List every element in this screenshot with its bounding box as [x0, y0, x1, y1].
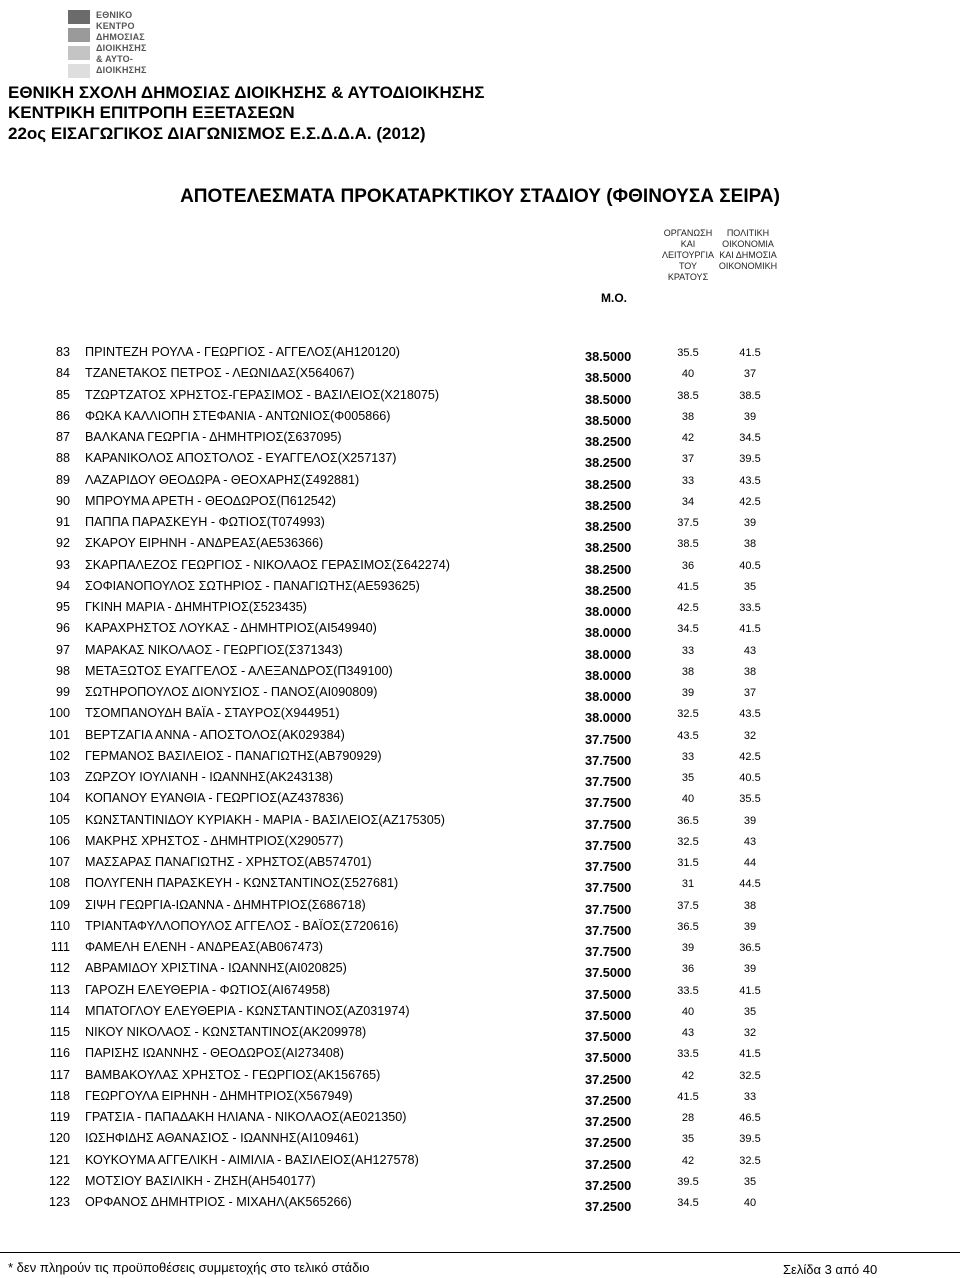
row-number: 86: [55, 408, 70, 423]
score-economics: 40.5: [739, 772, 761, 784]
score-economics: 35: [743, 1005, 757, 1018]
score-organization: 40: [681, 793, 695, 806]
average-score: 37.2500: [585, 1156, 632, 1172]
table-row: [0, 473, 960, 494]
score-economics: 46.5: [739, 1112, 761, 1124]
row-number: 100: [48, 706, 70, 721]
table-row: [0, 621, 960, 642]
score-organization: 35: [681, 1133, 695, 1146]
candidate-name: ΓΡΑΤΣΙΑ - ΠΑΠΑΔΑΚΗ ΗΛΙΑΝΑ - ΝΙΚΟΛΑΟΣ(ΑΕ021350): [85, 1110, 407, 1124]
average-score: 37.2500: [585, 1135, 632, 1151]
row-number: 112: [49, 961, 70, 976]
score-organization: 34: [681, 495, 695, 508]
row-number: 104: [48, 791, 70, 806]
score-economics: 44: [743, 857, 757, 869]
score-organization: 34.5: [677, 623, 699, 636]
table-row: [0, 515, 960, 536]
committee-name: ΚΕΝΤΡΙΚΗ ΕΠΙΤΡΟΠΗ ΕΞΕΤΑΣΕΩΝ: [8, 103, 295, 122]
candidate-name: ΜΠΑΤΟΓΛΟΥ ΕΛΕΥΘΕΡΙΑ - ΚΩΝΣΤΑΝΤΙΝΟΣ(ΑΖ031974): [85, 1003, 410, 1018]
candidate-name: ΣΚΑΡΠΑΛΕΖΟΣ ΓΕΩΡΓΙΟΣ - ΝΙΚΟΛΑΟΣ ΓΕΡΑΣΙΜΟΣ(Σ642274): [85, 557, 450, 572]
column-header-line: ΛΕΙΤΟΥΡΓΙΑ: [661, 250, 715, 260]
table-row: [0, 388, 960, 409]
table-row: [0, 940, 960, 961]
score-organization: 42: [681, 1069, 695, 1082]
average-score: 37.7500: [585, 752, 632, 768]
average-score: 37.7500: [585, 859, 632, 874]
row-number: 99: [55, 685, 70, 699]
table-row: [0, 643, 960, 664]
table-row: [0, 1195, 960, 1216]
table-row: [0, 1110, 960, 1131]
logo-line: ΔΗΜΟΣΙΑΣ: [96, 32, 145, 42]
score-economics: 32.5: [739, 1069, 761, 1082]
row-number: 107: [48, 855, 70, 869]
candidate-name: ΓΕΡΜΑΝΟΣ ΒΑΣΙΛΕΙΟΣ - ΠΑΝΑΓΙΩΤΗΣ(ΑΒ790929): [85, 748, 382, 763]
row-number: 90: [55, 493, 70, 508]
table-row: [0, 706, 960, 727]
score-economics: 32.5: [739, 1154, 761, 1167]
score-economics: 32: [743, 1027, 757, 1039]
score-organization: 35: [681, 772, 695, 784]
score-economics: 40.5: [739, 559, 761, 572]
score-organization: 31: [681, 878, 695, 891]
score-organization: 43: [681, 1027, 695, 1039]
score-organization: 36.5: [677, 814, 699, 827]
average-score: 38.2500: [585, 455, 632, 471]
candidate-name: ΣΙΨΗ ΓΕΩΡΓΙΑ-ΙΩΑΝΝΑ - ΔΗΜΗΤΡΙΟΣ(Σ686718): [85, 897, 366, 912]
average-score: 37.7500: [585, 922, 632, 938]
candidate-name: ΠΟΛΥΓΕΝΗ ΠΑΡΑΣΚΕΥΗ - ΚΩΝΣΤΑΝΤΙΝΟΣ(Σ527681): [85, 876, 399, 891]
score-organization: 43.5: [677, 729, 699, 742]
score-economics: 34.5: [739, 432, 761, 444]
score-organization: 37.5: [677, 899, 699, 912]
candidate-name: ΠΡΙΝΤΕΖΗ ΡΟΥΛΑ - ΓΕΩΡΓΙΟΣ - ΑΓΓΕΛΟΣ(ΑΗ120120): [85, 345, 401, 359]
average-score: 37.7500: [585, 774, 632, 789]
score-organization: 38.5: [677, 538, 699, 551]
score-economics: 39: [743, 517, 757, 529]
table-row: [0, 961, 960, 982]
score-economics: 44.5: [739, 878, 761, 891]
logo-line: & ΑΥΤΟ-: [96, 54, 134, 64]
candidate-name: ΑΒΡΑΜΙΔΟΥ ΧΡΙΣΤΙΝΑ - ΙΩΑΝΝΗΣ(ΑΙ020825): [85, 961, 347, 976]
candidate-name: ΠΑΡΙΣΗΣ ΙΩΑΝΝΗΣ - ΘΕΟΔΩΡΟΣ(ΑΙ273408): [85, 1046, 344, 1061]
row-number: 103: [48, 770, 70, 784]
average-score: 38.2500: [585, 582, 632, 598]
table-row: [0, 813, 960, 834]
score-organization: 41.5: [677, 1090, 699, 1103]
row-number: 91: [55, 515, 70, 529]
candidate-name: ΒΑΜΒΑΚΟΥΛΑΣ ΧΡΗΣΤΟΣ - ΓΕΩΡΓΙΟΣ(ΑΚ156765): [85, 1067, 381, 1082]
table-row: [0, 536, 960, 557]
score-organization: 39.5: [677, 1175, 699, 1188]
score-organization: 39: [681, 687, 695, 699]
average-score: 37.2500: [585, 1199, 632, 1214]
candidate-name: ΒΑΛΚΑΝΑ ΓΕΩΡΓΙΑ - ΔΗΜΗΤΡΙΟΣ(Σ637095): [85, 430, 342, 444]
candidate-name: ΚΟΠΑΝΟΥ ΕΥΑΝΘΙΑ - ΓΕΩΡΓΙΟΣ(ΑΖ437836): [85, 791, 344, 806]
score-economics: 39: [743, 814, 757, 827]
candidate-name: ΚΩΝΣΤΑΝΤΙΝΙΔΟΥ ΚΥΡΙΑΚΗ - ΜΑΡΙΑ - ΒΑΣΙΛΕΙΟΣ(ΑΖ175305): [85, 812, 445, 827]
page-number: Σελίδα 3 από 40: [783, 1262, 878, 1277]
score-organization: 33.5: [677, 984, 699, 997]
score-economics: 39: [743, 920, 757, 933]
score-economics: 42.5: [739, 495, 761, 508]
page-title: ΑΠΟΤΕΛΕΣΜΑΤΑ ΠΡΟΚΑΤΑΡΚΤΙΚΟΥ ΣΤΑΔΙΟΥ (ΦΘΙΝΟΥΣΑ ΣΕΙΡΑ): [180, 186, 780, 207]
row-number: 118: [49, 1088, 70, 1103]
table-row: [0, 558, 960, 579]
row-number: 110: [49, 918, 70, 933]
column-header-line: ΟΙΚΟΝΟΜΙΑ: [722, 239, 774, 249]
candidate-name: ΒΕΡΤΖΑΓΙΑ ΑΝΝΑ - ΑΠΟΣΤΟΛΟΣ(ΑΚ029384): [85, 727, 345, 742]
table-row: [0, 451, 960, 472]
score-organization: 40: [681, 368, 695, 381]
candidate-name: ΚΟΥΚΟΥΜΑ ΑΓΓΕΛΙΚΗ - ΑΙΜΙΛΙΑ - ΒΑΣΙΛΕΙΟΣ(ΑΗ127578): [85, 1152, 419, 1167]
average-score: 38.5000: [585, 391, 632, 407]
row-number: 93: [55, 557, 70, 572]
average-score: 38.2500: [585, 519, 632, 534]
table-row: [0, 728, 960, 749]
score-organization: 42: [681, 1154, 695, 1167]
institution-name: ΕΘΝΙΚΗ ΣΧΟΛΗ ΔΗΜΟΣΙΑΣ ΔΙΟΙΚΗΣΗΣ & ΑΥΤΟΔΙΟΙΚΗΣΗΣ: [8, 83, 485, 102]
average-score: 37.5000: [585, 965, 632, 981]
table-row: [0, 855, 960, 876]
score-organization: 40: [681, 1005, 695, 1018]
average-score: 38.5000: [585, 370, 632, 386]
table-row: [0, 983, 960, 1004]
average-score: 38.2500: [585, 540, 632, 556]
candidate-name: ΓΕΩΡΓΟΥΛΑ ΕΙΡΗΝΗ - ΔΗΜΗΤΡΙΟΣ(Χ567949): [85, 1088, 353, 1103]
logo-line: ΕΘΝΙΚΟ: [96, 10, 133, 20]
average-score: 38.0000: [585, 667, 632, 683]
logo-line: ΚΕΝΤΡΟ: [96, 21, 135, 31]
table-row: [0, 409, 960, 430]
candidate-name: ΚΑΡΑΝΙΚΟΛΟΣ ΑΠΟΣΤΟΛΟΣ - ΕΥΑΓΓΕΛΟΣ(Χ257137): [85, 451, 397, 466]
score-economics: 43: [743, 644, 757, 657]
score-organization: 35.5: [677, 347, 699, 359]
table-row: [0, 1174, 960, 1195]
candidate-name: ΤΖΩΡΤΖΑΤΟΣ ΧΡΗΣΤΟΣ-ΓΕΡΑΣΙΜΟΣ - ΒΑΣΙΛΕΙΟΣ(Χ218075): [85, 387, 440, 402]
column-header-average: Μ.Ο.: [601, 291, 627, 305]
table-row: [0, 345, 960, 366]
column-header-economics: [718, 228, 778, 272]
average-score: 38.0000: [585, 689, 632, 704]
score-organization: 33: [681, 644, 695, 657]
table-row: [0, 1131, 960, 1152]
average-score: 37.7500: [585, 944, 632, 959]
row-number: 92: [55, 536, 70, 551]
score-economics: 33: [743, 1090, 757, 1103]
average-score: 37.5000: [585, 1029, 632, 1044]
score-organization: 33.5: [677, 1048, 699, 1061]
row-number: 115: [49, 1025, 70, 1039]
table-row: [0, 876, 960, 897]
candidate-name: ΦΩΚΑ ΚΑΛΛΙΟΠΗ ΣΤΕΦΑΝΙΑ - ΑΝΤΩΝΙΟΣ(Φ005866): [85, 408, 391, 423]
score-economics: 42.5: [739, 750, 761, 763]
score-economics: 32: [743, 729, 757, 742]
table-row: [0, 791, 960, 812]
average-score: 38.2500: [585, 497, 632, 513]
average-score: 38.5000: [585, 349, 632, 364]
table-row: [0, 1025, 960, 1046]
candidate-name: ΟΡΦΑΝΟΣ ΔΗΜΗΤΡΙΟΣ - ΜΙΧΑΗΛ(ΑΚ565266): [85, 1195, 352, 1209]
row-number: 106: [48, 833, 70, 848]
score-organization: 38: [681, 410, 695, 423]
candidate-name: ΚΑΡΑΧΡΗΣΤΟΣ ΛΟΥΚΑΣ - ΔΗΜΗΤΡΙΟΣ(ΑΙ549940): [85, 621, 377, 636]
row-number: 123: [48, 1195, 70, 1209]
average-score: 37.7500: [585, 816, 632, 832]
score-economics: 35: [743, 1175, 757, 1188]
row-number: 120: [48, 1131, 70, 1146]
table-row: [0, 1089, 960, 1110]
score-economics: 38: [743, 665, 757, 678]
score-organization: 42.5: [677, 602, 699, 614]
average-score: 38.2500: [585, 476, 632, 492]
average-score: 37.5000: [585, 1050, 632, 1066]
competition-name: 22ος ΕΙΣΑΓΩΓΙΚΟΣ ΔΙΑΓΩΝΙΣΜΟΣ Ε.Σ.Δ.Δ.Α. (2012): [8, 124, 426, 143]
score-economics: 41.5: [739, 623, 761, 636]
footer-divider: [0, 1252, 960, 1253]
score-organization: 38.5: [677, 389, 699, 402]
row-number: 117: [49, 1067, 70, 1082]
table-row: [0, 1046, 960, 1067]
score-organization: 41.5: [677, 580, 699, 593]
row-number: 87: [55, 430, 70, 444]
footnote: * δεν πληρούν τις προϋποθέσεις συμμετοχής στο τελικό στάδιο: [8, 1260, 370, 1275]
table-row: [0, 1004, 960, 1025]
row-number: 89: [55, 472, 70, 487]
score-organization: 36.5: [677, 920, 699, 933]
score-economics: 35: [743, 580, 757, 593]
average-score: 37.7500: [585, 731, 632, 747]
candidate-name: ΓΑΡΟΖΗ ΕΛΕΥΘΕΡΙΑ - ΦΩΤΙΟΣ(ΑΙ674958): [85, 982, 331, 997]
score-organization: 28: [681, 1112, 695, 1124]
table-row: [0, 494, 960, 515]
candidate-name: ΣΟΦΙΑΝΟΠΟΥΛΟΣ ΣΩΤΗΡΙΟΣ - ΠΑΝΑΓΙΩΤΗΣ(ΑΕ593625): [85, 578, 420, 593]
candidate-name: ΛΑΖΑΡΙΔΟΥ ΘΕΟΔΩΡΑ - ΘΕΟΧΑΡΗΣ(Σ492881): [85, 472, 360, 487]
candidate-name: ΝΙΚΟΥ ΝΙΚΟΛΑΟΣ - ΚΩΝΣΤΑΝΤΙΝΟΣ(ΑΚ209978): [85, 1025, 367, 1039]
column-header-line: ΠΟΛΙΤΙΚΗ: [726, 228, 770, 238]
row-number: 95: [55, 600, 70, 614]
average-score: 38.2500: [585, 434, 632, 449]
candidate-name: ΤΣΟΜΠΑΝΟΥΔΗ ΒΑΪΑ - ΣΤΑΥΡΟΣ(Χ944951): [85, 706, 340, 721]
column-header-line: ΟΡΓΑΝΩΣΗ ΚΑΙ: [663, 228, 713, 249]
row-number: 84: [55, 366, 70, 381]
average-score: 37.7500: [585, 880, 632, 896]
column-header-line: ΟΙΚΟΝΟΜΙΚΗ: [718, 261, 778, 271]
score-economics: 39: [743, 963, 757, 976]
row-number: 102: [48, 748, 70, 763]
score-organization: 36: [681, 963, 695, 976]
candidate-name: ΜΑΣΣΑΡΑΣ ΠΑΝΑΓΙΩΤΗΣ - ΧΡΗΣΤΟΣ(ΑΒ574701): [85, 855, 372, 869]
row-number: 114: [49, 1003, 70, 1018]
row-number: 109: [48, 897, 70, 912]
average-score: 37.2500: [585, 1092, 632, 1108]
average-score: 37.2500: [585, 1177, 632, 1193]
score-economics: 43.5: [739, 708, 761, 721]
score-economics: 41.5: [739, 984, 761, 997]
logo-text: [96, 10, 147, 76]
candidate-name: ΖΩΡΖΟΥ ΙΟΥΛΙΑΝΗ - ΙΩΑΝΝΗΣ(ΑΚ243138): [85, 770, 333, 784]
row-number: 88: [55, 451, 70, 466]
table-row: [0, 898, 960, 919]
row-number: 105: [48, 812, 70, 827]
score-economics: 33.5: [739, 602, 761, 614]
table-row: [0, 834, 960, 855]
average-score: 37.5000: [585, 986, 632, 1002]
table-row: [0, 664, 960, 685]
table-row: [0, 1153, 960, 1174]
score-economics: 37: [743, 368, 757, 381]
candidate-name: ΦΑΜΕΛΗ ΕΛΕΝΗ - ΑΝΔΡΕΑΣ(ΑΒ067473): [85, 940, 323, 954]
candidate-name: ΠΑΠΠΑ ΠΑΡΑΣΚΕΥΗ - ΦΩΤΙΟΣ(Τ074993): [85, 515, 325, 529]
row-number: 113: [49, 982, 70, 997]
logo-line: ΔΙΟΙΚΗΣΗΣ: [96, 43, 147, 53]
column-header-line: ΚΑΙ ΔΗΜΟΣΙΑ: [719, 250, 777, 260]
logo-line: ΔΙΟΙΚΗΣΗΣ: [96, 65, 147, 75]
score-organization: 34.5: [677, 1197, 699, 1209]
score-economics: 38.5: [739, 389, 761, 402]
average-score: 37.2500: [585, 1071, 632, 1087]
average-score: 37.5000: [585, 1007, 632, 1023]
results-table: [0, 345, 960, 1216]
score-organization: 37.5: [677, 517, 699, 529]
average-score: 37.7500: [585, 795, 632, 811]
score-economics: 36.5: [739, 942, 761, 954]
score-economics: 38: [743, 899, 757, 912]
row-number: 108: [48, 876, 70, 891]
candidate-name: ΤΖΑΝΕΤΑΚΟΣ ΠΕΤΡΟΣ - ΛΕΩΝΙΔΑΣ(Χ564067): [85, 366, 355, 381]
candidate-name: ΤΡΙΑΝΤΑΦΥΛΛΟΠΟΥΛΟΣ ΑΓΓΕΛΟΣ - ΒΑΪΟΣ(Σ720616): [85, 918, 399, 933]
candidate-name: ΓΚΙΝΗ ΜΑΡΙΑ - ΔΗΜΗΤΡΙΟΣ(Σ523435): [85, 600, 307, 614]
score-organization: 37: [681, 453, 695, 466]
table-row: [0, 749, 960, 770]
candidate-name: ΜΑΚΡΗΣ ΧΡΗΣΤΟΣ - ΔΗΜΗΤΡΙΟΣ(Χ290577): [85, 833, 344, 848]
table-row: [0, 366, 960, 387]
table-row: [0, 770, 960, 791]
table-row: [0, 1068, 960, 1089]
average-score: 37.7500: [585, 837, 632, 853]
average-score: 37.2500: [585, 1114, 632, 1129]
candidate-name: ΙΩΣΗΦΙΔΗΣ ΑΘΑΝΑΣΙΟΣ - ΙΩΑΝΝΗΣ(ΑΙ109461): [85, 1131, 359, 1146]
score-economics: 35.5: [739, 793, 761, 806]
row-number: 96: [55, 621, 70, 636]
score-organization: 36: [681, 559, 695, 572]
row-number: 121: [48, 1152, 70, 1167]
table-row: [0, 685, 960, 706]
score-economics: 39.5: [739, 453, 761, 466]
score-economics: 39.5: [739, 1133, 761, 1146]
row-number: 85: [55, 387, 70, 402]
row-number: 111: [50, 940, 70, 954]
average-score: 38.0000: [585, 625, 632, 641]
row-number: 101: [48, 727, 70, 742]
row-number: 94: [55, 578, 70, 593]
column-header-line: ΤΟΥ ΚΡΑΤΟΥΣ: [667, 261, 709, 282]
score-organization: 42: [681, 432, 695, 444]
score-organization: 38: [681, 665, 695, 678]
score-economics: 38: [743, 538, 757, 551]
row-number: 122: [48, 1173, 70, 1188]
table-row: [0, 430, 960, 451]
average-score: 38.2500: [585, 561, 632, 577]
score-economics: 41.5: [739, 347, 761, 359]
candidate-name: ΜΕΤΑΞΩΤΟΣ ΕΥΑΓΓΕΛΟΣ - ΑΛΕΞΑΝΔΡΟΣ(Π349100): [85, 663, 393, 678]
score-economics: 40: [743, 1197, 757, 1209]
average-score: 38.0000: [585, 604, 632, 619]
row-number: 116: [49, 1046, 70, 1061]
row-number: 119: [49, 1110, 70, 1124]
average-score: 37.7500: [585, 901, 632, 917]
average-score: 38.5000: [585, 412, 632, 428]
score-organization: 32.5: [677, 708, 699, 721]
score-economics: 41.5: [739, 1048, 761, 1061]
score-organization: 31.5: [677, 857, 699, 869]
row-number: 83: [55, 345, 70, 359]
table-row: [0, 919, 960, 940]
candidate-name: ΜΠΡΟΥΜΑ ΑΡΕΤΗ - ΘΕΟΔΩΡΟΣ(Π612542): [85, 493, 336, 508]
score-economics: 43: [743, 835, 757, 848]
table-row: [0, 579, 960, 600]
score-organization: 33: [681, 750, 695, 763]
average-score: 38.0000: [585, 710, 632, 726]
table-row: [0, 600, 960, 621]
candidate-name: ΣΩΤΗΡΟΠΟΥΛΟΣ ΔΙΟΝΥΣΙΟΣ - ΠΑΝΟΣ(ΑΙ090809): [85, 685, 378, 699]
average-score: 38.0000: [585, 646, 632, 662]
score-economics: 43.5: [739, 474, 761, 487]
score-economics: 39: [743, 410, 757, 423]
row-number: 98: [55, 663, 70, 678]
row-number: 97: [55, 642, 70, 657]
candidate-name: ΜΟΤΣΙΟΥ ΒΑΣΙΛΙΚΗ - ΖΗΣΗ(ΑΗ540177): [85, 1173, 316, 1188]
score-organization: 32.5: [677, 835, 699, 848]
candidate-name: ΜΑΡΑΚΑΣ ΝΙΚΟΛΑΟΣ - ΓΕΩΡΓΙΟΣ(Σ371343): [85, 642, 343, 657]
score-organization: 39: [681, 942, 695, 954]
score-organization: 33: [681, 474, 695, 487]
candidate-name: ΣΚΑΡΟΥ ΕΙΡΗΝΗ - ΑΝΔΡΕΑΣ(ΑΕ536366): [85, 536, 324, 551]
column-header-organization: [658, 228, 718, 283]
score-economics: 37: [743, 687, 757, 699]
